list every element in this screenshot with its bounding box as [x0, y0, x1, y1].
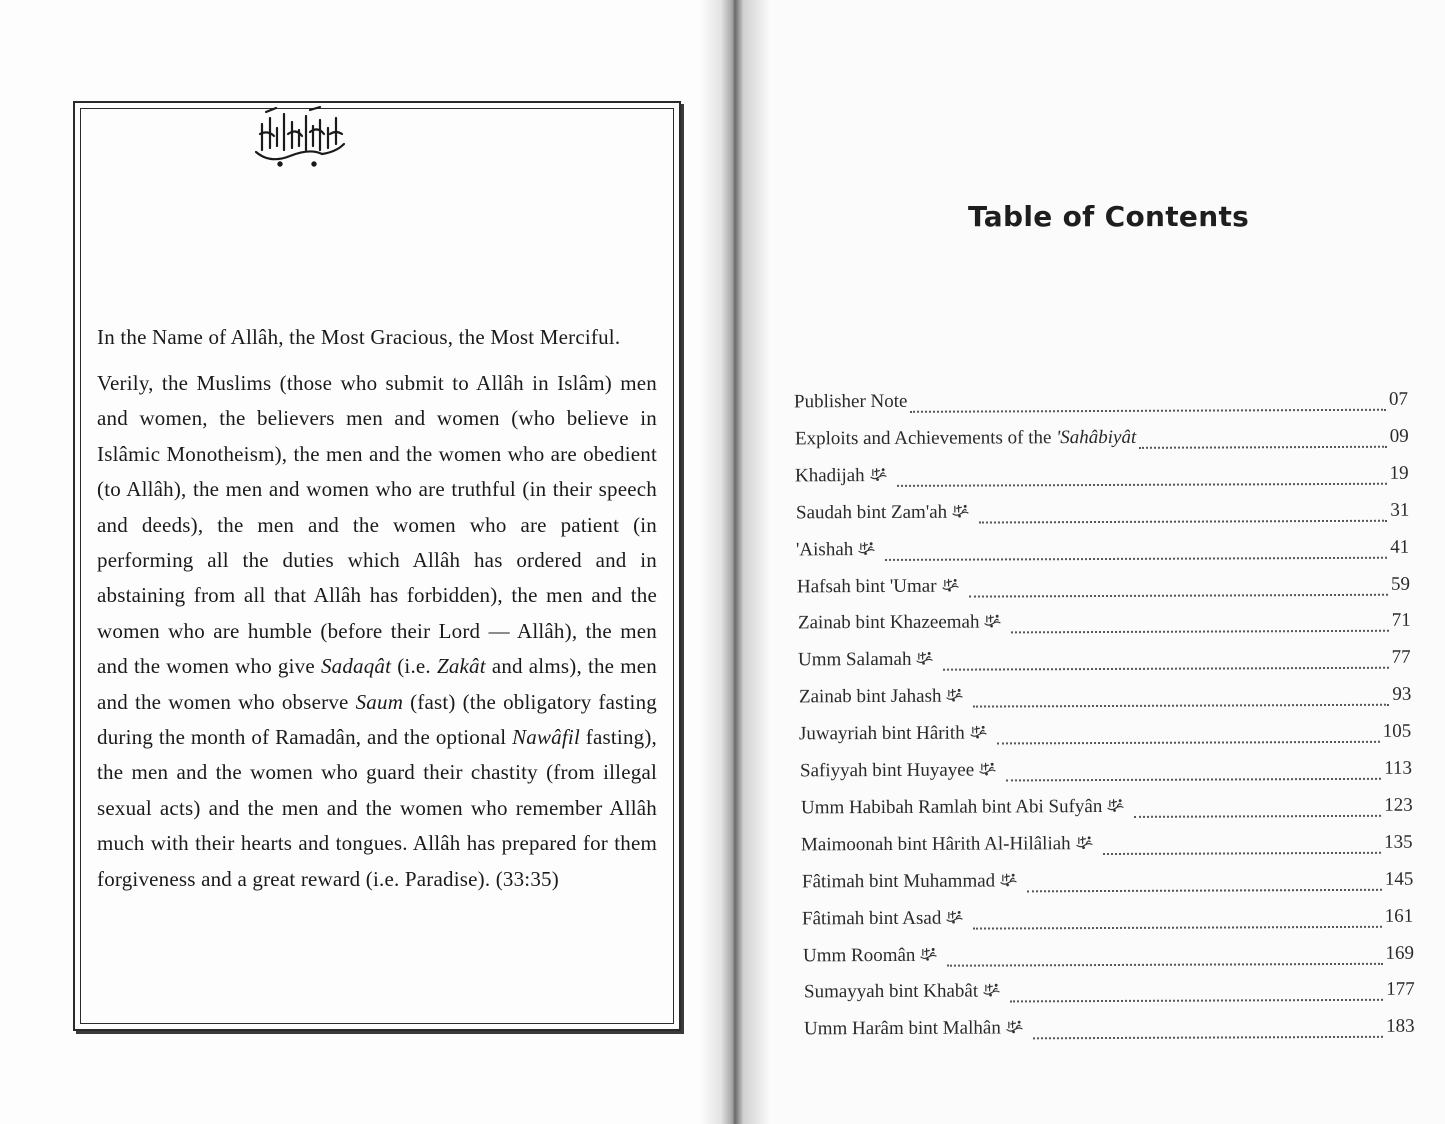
toc-entry-title — [801, 796, 1102, 819]
toc-entry-page-number: 19 — [1389, 462, 1409, 484]
toc-entry[interactable] — [799, 684, 1412, 715]
verse-term: Zakât — [436, 654, 486, 679]
quran-verse-33-35 — [97, 366, 657, 897]
radiallahu-anha-icon — [983, 612, 1002, 627]
toc-entry-title-text: Zainab bint Khazeemah — [797, 611, 980, 634]
toc-dot-leader — [1010, 999, 1383, 1003]
toc-title: Table of Contents — [968, 200, 1250, 233]
toc-entry[interactable] — [795, 462, 1409, 493]
toc-entry-page-number: 113 — [1384, 757, 1413, 779]
verse-text: (i.e. — [391, 654, 437, 679]
toc-entry[interactable] — [802, 905, 1413, 936]
radiallahu-anha-icon — [982, 981, 1001, 996]
radiallahu-anha-icon — [941, 575, 960, 590]
toc-entry-title — [802, 870, 995, 893]
toc-entry-page-number: 77 — [1391, 646, 1411, 669]
toc-entry-page-number: 59 — [1390, 573, 1411, 595]
toc-entry[interactable] — [800, 758, 1412, 789]
toc-entry[interactable] — [795, 426, 1409, 457]
verse-text: fasting), the men and the women who guard their chastity (from illegal sexual acts) and the men and the women who remember Allâh much with their hearts and tongues. Allâh has prepared for them forgiveness and a great reward (i.e. Paradise). (33:35) — [97, 725, 657, 891]
verse-term: Saum — [355, 689, 404, 714]
toc-dot-leader — [979, 519, 1387, 523]
radiallahu-anha-icon — [946, 907, 965, 922]
radiallahu-anha-icon — [919, 944, 938, 959]
toc-entry[interactable] — [803, 942, 1414, 973]
radiallahu-anha-icon — [858, 539, 877, 554]
toc-entry[interactable] — [801, 831, 1413, 862]
toc-dot-leader — [1103, 852, 1381, 855]
toc-entry-title-text: Hafsah bint 'Umar — [796, 575, 937, 597]
toc-entry-title-text: Zainab bint Jahash — [798, 685, 942, 708]
toc-entry-page-number: 145 — [1384, 868, 1414, 890]
toc-entry-title — [802, 907, 941, 930]
toc-entry-title-text: Exploits and Achievements of the — [794, 427, 1056, 450]
toc-entry-title — [799, 723, 965, 746]
toc-entry-title-text: Safiyyah bint Huyayee — [799, 759, 975, 782]
toc-entry[interactable] — [801, 795, 1413, 826]
toc-entry[interactable] — [794, 389, 1408, 420]
verse-text: (fast) (the obligatory fasting during the month of Ramadân, and the optional — [97, 689, 657, 750]
toc-entry-title-text: 'Aishah — [796, 538, 854, 560]
toc-entry-title-text: Umm Habibah Ramlah bint Abi Sufyân — [800, 795, 1102, 819]
toc-entry-title — [798, 649, 912, 671]
toc-dot-leader — [1027, 888, 1382, 892]
toc-dot-leader — [886, 556, 1388, 560]
toc-entry-title — [803, 944, 916, 966]
radiallahu-anha-icon — [916, 649, 935, 664]
toc-entry-title — [804, 1018, 1001, 1041]
toc-entry-page-number: 183 — [1386, 1015, 1415, 1038]
toc-entry-title-text: Publisher Note — [793, 390, 908, 413]
verse-text: Verily, the Muslims (those who submit to Allâh in Islâm) men and women, the believers men and women (who believe in Islâmic Monotheism), the men and the women who are obedient (to Allâh), the men and women who are truthful (in their speech and deeds), the men and the women who are patient (in performing all the duties which Allâh has ordered and in abstaining from all that Allâh has forbidden), the men and the women who are humble (before their Lord — Allâh), the men and the women who give — [97, 371, 657, 679]
toc-entry[interactable] — [797, 573, 1410, 604]
toc-entry-title-text: Juwayriah bint Hârith — [799, 722, 966, 745]
toc-entry-title-text: Saudah bint Zam'ah — [795, 501, 948, 524]
toc-entry-page-number: 41 — [1390, 536, 1410, 558]
toc-entry-page-number: 09 — [1389, 425, 1409, 447]
toc-dot-leader — [969, 593, 1388, 597]
toc-entry-page-number: 71 — [1391, 610, 1411, 632]
toc-dot-leader — [947, 962, 1382, 966]
toc-entry-title-text: Sumayyah bint Khabât — [803, 980, 978, 1003]
toc-entry-title — [798, 612, 980, 635]
toc-entry[interactable] — [802, 868, 1414, 899]
toc-entry-title-text: Umm Salamah — [798, 649, 912, 671]
toc-dot-leader — [1033, 1036, 1383, 1040]
toc-dot-leader — [944, 667, 1389, 671]
toc-entry[interactable] — [804, 979, 1415, 1010]
radiallahu-anha-icon — [1005, 1018, 1024, 1033]
toc-dot-leader — [1011, 630, 1388, 634]
toc-entry-title-text: Umm Roomân — [802, 944, 916, 966]
toc-entry-title — [799, 686, 942, 709]
toc-entry-page-number: 123 — [1383, 794, 1413, 816]
toc-entry[interactable] — [798, 610, 1411, 641]
toc-dot-leader — [1134, 815, 1381, 818]
toc-entry-title — [794, 391, 908, 413]
toc-entry-title — [796, 539, 853, 561]
toc-entry[interactable] — [799, 721, 1411, 752]
verse-term: Nawâfil — [512, 725, 580, 750]
toc-entry-page-number: 105 — [1383, 720, 1412, 742]
radiallahu-anha-icon — [1075, 833, 1094, 848]
left-page — [0, 0, 722, 1124]
toc-entry-page-number: 161 — [1385, 905, 1414, 927]
radiallahu-anha-icon — [969, 723, 988, 738]
toc-entry-page-number: 177 — [1385, 979, 1415, 1001]
basmala-calligraphy-icon — [250, 104, 350, 170]
toc-entry-page-number: 93 — [1392, 683, 1412, 705]
toc-entry-title — [800, 760, 974, 783]
toc-entry-title — [796, 501, 947, 524]
toc-dot-leader — [897, 483, 1387, 487]
book-gutter-shadow — [700, 0, 770, 1124]
radiallahu-anha-icon — [951, 501, 970, 516]
toc-entry-title-text: Khadijah — [795, 464, 865, 487]
toc-entry-title-text: Fâtimah bint Asad — [802, 907, 942, 929]
toc-entry-page-number: 135 — [1384, 831, 1413, 853]
toc-dot-leader — [997, 741, 1380, 745]
toc-entry[interactable] — [796, 499, 1410, 530]
toc-entry-title — [804, 981, 978, 1004]
toc-entry[interactable] — [804, 1016, 1415, 1047]
toc-entry-title-text: Fâtimah bint Muhammad — [801, 870, 995, 893]
toc-entry-title — [801, 833, 1071, 856]
toc-entry[interactable] — [796, 536, 1409, 567]
toc-entry[interactable] — [798, 647, 1411, 678]
basmala-translation: In the Name of Allâh, the Most Gracious, the Most Merciful. — [97, 325, 621, 349]
radiallahu-anha-icon — [999, 870, 1018, 885]
verse-text: and alms), the men and the women who observe — [97, 654, 657, 714]
toc-entry-title — [797, 575, 937, 598]
radiallahu-anha-icon — [1106, 796, 1125, 811]
radiallahu-anha-icon — [978, 759, 997, 774]
toc-dot-leader — [1139, 446, 1387, 449]
toc-entry-title — [795, 427, 1136, 450]
toc-entry-title-text: Umm Harâm bint Malhân — [804, 1017, 1002, 1040]
toc-entry-page-number: 169 — [1385, 942, 1415, 964]
toc-dot-leader — [1006, 778, 1381, 782]
toc-dot-leader — [974, 925, 1382, 929]
toc-entry-title — [795, 465, 865, 487]
toc-entry-title-text: Maimoonah bint Hârith Al-Hilâliah — [801, 832, 1071, 856]
toc-dot-leader — [910, 409, 1386, 413]
radiallahu-anha-icon — [869, 465, 888, 480]
toc-dot-leader — [973, 704, 1389, 708]
toc-entry-title-italic: 'Sahâbiyât — [1055, 426, 1136, 449]
toc-entry-page-number: 31 — [1390, 499, 1410, 521]
toc-entry-page-number: 07 — [1388, 388, 1409, 410]
verse-term: Sadaqât — [320, 654, 392, 679]
radiallahu-anha-icon — [945, 686, 964, 701]
